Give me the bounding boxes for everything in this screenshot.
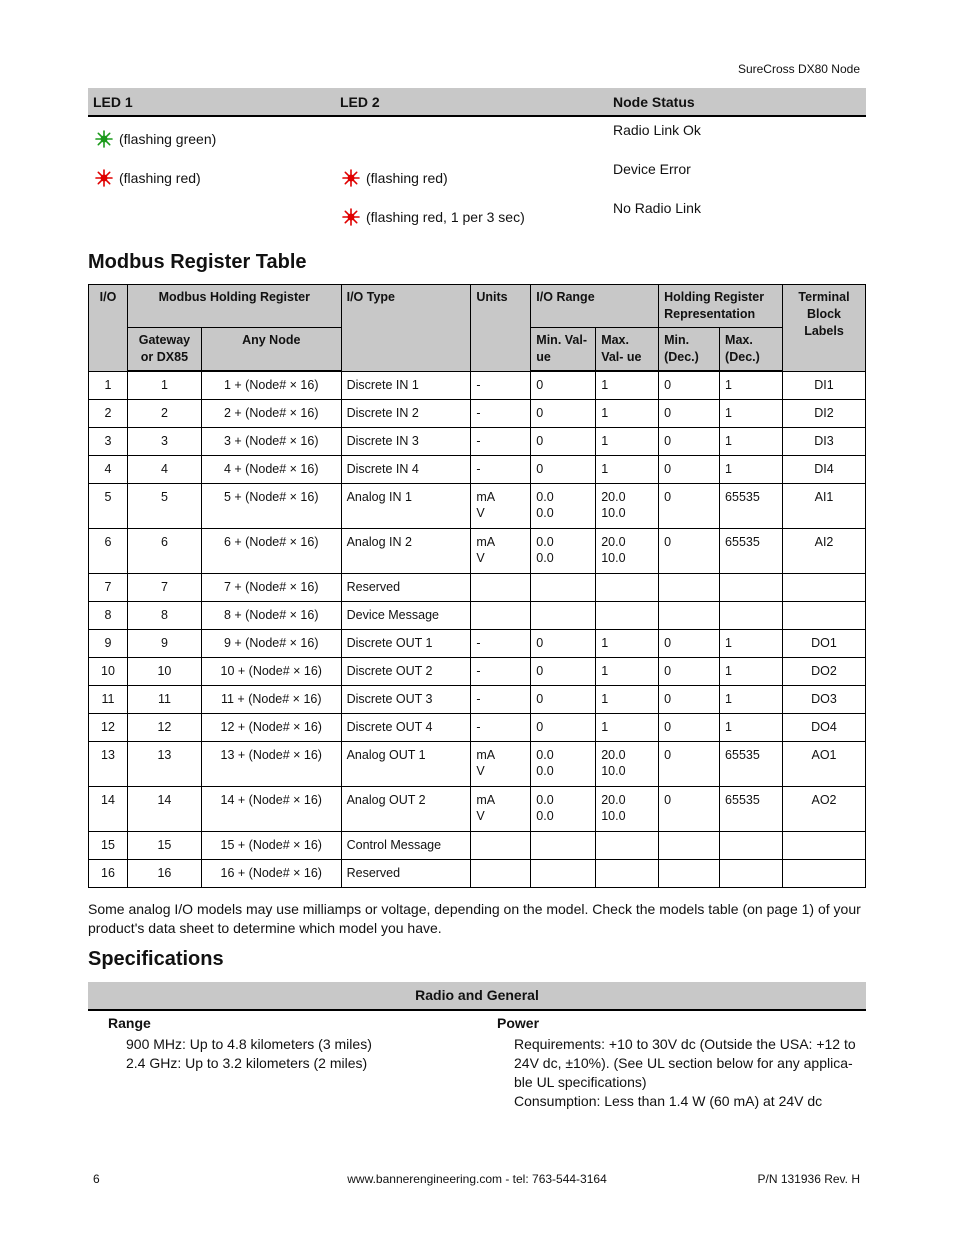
table-cell: 3 + (Node# × 16)	[201, 427, 341, 455]
max-dec-header: Max. (Dec.)	[720, 328, 783, 372]
table-row	[89, 371, 866, 399]
table-cell	[531, 573, 596, 601]
table-cell: 0.0 0.0	[531, 528, 596, 573]
table-cell: DI2	[783, 399, 866, 427]
table-cell: mA V	[471, 528, 531, 573]
io-header: I/O	[89, 285, 128, 372]
radio-general-header: Radio and General	[88, 982, 866, 1011]
table-cell: Discrete OUT 1	[341, 629, 471, 657]
io-range-header: I/O Range	[531, 285, 659, 328]
table-cell: 0	[659, 371, 720, 399]
table-cell: 0	[659, 786, 720, 831]
table-cell: mA V	[471, 786, 531, 831]
range-title: Range	[108, 1015, 151, 1031]
max-value-header: Max. Val- ue	[596, 328, 659, 372]
table-cell: -	[471, 713, 531, 741]
led-row-3-status: No Radio Link	[613, 200, 701, 216]
table-cell: AO2	[783, 786, 866, 831]
table-cell: Discrete IN 3	[341, 427, 471, 455]
table-cell: 1 + (Node# × 16)	[201, 371, 341, 399]
table-cell: 20.0 10.0	[596, 741, 659, 786]
power-line: 24V dc, ±10%). (See UL section below for any applica-	[514, 1055, 853, 1071]
table-cell: 14	[127, 786, 201, 831]
table-row	[89, 483, 866, 528]
analog-note: Some analog I/O models may use milliamps or voltage, depending on the model. Check the models table (on page 1) of your product's data sheet to determine which model you have.	[88, 901, 861, 936]
table-cell: Discrete OUT 3	[341, 685, 471, 713]
table-cell: Discrete OUT 4	[341, 713, 471, 741]
led2-column-header: LED 2	[340, 94, 380, 110]
green-led-icon	[95, 130, 113, 148]
table-row	[89, 859, 866, 887]
table-cell: DO2	[783, 657, 866, 685]
holding-register-header: Modbus Holding Register	[127, 285, 341, 328]
table-cell: -	[471, 427, 531, 455]
table-cell: 9 + (Node# × 16)	[201, 629, 341, 657]
table-cell: 65535	[720, 528, 783, 573]
table-row	[89, 573, 866, 601]
table-cell: 0	[659, 741, 720, 786]
table-cell	[783, 601, 866, 629]
table-cell: 0	[531, 629, 596, 657]
table-cell: 0	[659, 399, 720, 427]
table-cell: 15 + (Node# × 16)	[201, 831, 341, 859]
table-cell: 0	[659, 528, 720, 573]
table-cell: 0	[659, 427, 720, 455]
io-type-header: I/O Type	[341, 285, 471, 372]
table-row	[89, 831, 866, 859]
table-cell: 0	[531, 685, 596, 713]
table-cell: 1	[89, 371, 128, 399]
table-cell: 0	[531, 455, 596, 483]
table-cell: Discrete OUT 2	[341, 657, 471, 685]
table-cell: 0	[531, 713, 596, 741]
table-cell	[531, 601, 596, 629]
table-row	[89, 741, 866, 786]
table-cell: Discrete IN 2	[341, 399, 471, 427]
document-title: SureCross DX80 Node	[737, 62, 860, 76]
table-cell: 20.0 10.0	[596, 483, 659, 528]
table-cell: DO4	[783, 713, 866, 741]
range-list	[126, 1035, 372, 1073]
table-cell: 1	[596, 685, 659, 713]
table-row	[89, 427, 866, 455]
led-row-2-status: Device Error	[613, 161, 691, 177]
led1-column-header: LED 1	[93, 94, 133, 110]
table-cell	[783, 859, 866, 887]
table-cell: 13 + (Node# × 16)	[201, 741, 341, 786]
table-cell: 7 + (Node# × 16)	[201, 573, 341, 601]
gateway-header: Gateway or DX85	[127, 328, 201, 372]
range-line: 2.4 GHz: Up to 3.2 kilometers (2 miles)	[126, 1055, 368, 1071]
table-cell	[471, 831, 531, 859]
table-cell: Discrete IN 4	[341, 455, 471, 483]
table-cell: 16	[127, 859, 201, 887]
table-cell: 1	[720, 427, 783, 455]
table-cell: mA V	[471, 741, 531, 786]
table-cell: 1	[720, 685, 783, 713]
power-list	[514, 1035, 856, 1111]
table-cell: 1	[596, 371, 659, 399]
table-cell: 8	[89, 601, 128, 629]
table-cell: 14	[89, 786, 128, 831]
table-cell	[596, 859, 659, 887]
min-dec-header: Min. (Dec.)	[659, 328, 720, 372]
table-cell: 0	[531, 657, 596, 685]
table-cell: AI1	[783, 483, 866, 528]
table-cell: 0	[531, 399, 596, 427]
table-row	[89, 455, 866, 483]
table-cell	[471, 601, 531, 629]
table-cell: 1	[596, 455, 659, 483]
table-cell: 12	[89, 713, 128, 741]
table-cell: 1	[720, 455, 783, 483]
table-cell: 0.0 0.0	[531, 741, 596, 786]
power-line: Requirements: +10 to 30V dc (Outside the USA: +12 to	[514, 1036, 856, 1052]
table-cell: 1	[720, 713, 783, 741]
table-cell: 4 + (Node# × 16)	[201, 455, 341, 483]
table-cell: 5	[127, 483, 201, 528]
table-cell: 9	[89, 629, 128, 657]
footer-contact: www.bannerengineering.com - tel: 763-544-3164	[347, 1172, 607, 1186]
table-cell	[531, 831, 596, 859]
table-cell	[596, 831, 659, 859]
table-row	[89, 528, 866, 573]
range-line: 900 MHz: Up to 4.8 kilometers (3 miles)	[126, 1036, 372, 1052]
table-cell: 16	[89, 859, 128, 887]
modbus-table-body	[89, 371, 866, 887]
table-cell	[596, 573, 659, 601]
table-cell	[471, 859, 531, 887]
table-cell: Discrete IN 1	[341, 371, 471, 399]
table-cell: 0	[531, 371, 596, 399]
table-cell: 1	[596, 427, 659, 455]
table-row	[89, 657, 866, 685]
table-cell	[659, 831, 720, 859]
modbus-register-table	[88, 284, 866, 888]
table-cell: 11	[89, 685, 128, 713]
table-cell: 3	[89, 427, 128, 455]
table-cell	[531, 859, 596, 887]
table-cell	[720, 573, 783, 601]
table-cell: Analog OUT 2	[341, 786, 471, 831]
table-cell: Device Message	[341, 601, 471, 629]
table-cell: 1	[720, 657, 783, 685]
table-cell: 2 + (Node# × 16)	[201, 399, 341, 427]
table-cell: 20.0 10.0	[596, 786, 659, 831]
table-cell	[659, 601, 720, 629]
table-cell	[783, 573, 866, 601]
table-cell: 1	[596, 629, 659, 657]
table-cell: 7	[127, 573, 201, 601]
led-row-2-led2: (flashing red)	[342, 169, 448, 187]
table-cell: Analog IN 2	[341, 528, 471, 573]
table-cell: mA V	[471, 483, 531, 528]
table-cell: 16 + (Node# × 16)	[201, 859, 341, 887]
table-cell: 10	[89, 657, 128, 685]
table-cell: 65535	[720, 483, 783, 528]
table-cell: 10	[127, 657, 201, 685]
table-cell: 4	[127, 455, 201, 483]
table-cell: 20.0 10.0	[596, 528, 659, 573]
led-row-1-status: Radio Link Ok	[613, 122, 701, 138]
led-row-1-led1: (flashing green)	[95, 130, 216, 148]
table-cell	[659, 859, 720, 887]
table-cell	[471, 573, 531, 601]
table-cell: 1	[596, 399, 659, 427]
table-cell: Reserved	[341, 859, 471, 887]
table-cell: 8 + (Node# × 16)	[201, 601, 341, 629]
red-led-icon	[95, 169, 113, 187]
red-led-icon	[342, 169, 360, 187]
part-number: P/N 131936 Rev. H	[757, 1172, 860, 1186]
table-cell: 0.0 0.0	[531, 483, 596, 528]
table-cell: 0	[531, 427, 596, 455]
table-cell: 4	[89, 455, 128, 483]
table-cell: AO1	[783, 741, 866, 786]
table-cell: 15	[89, 831, 128, 859]
units-header: Units	[471, 285, 531, 372]
table-cell: DI1	[783, 371, 866, 399]
table-cell: 1	[127, 371, 201, 399]
table-cell: 11 + (Node# × 16)	[201, 685, 341, 713]
table-cell: 5	[89, 483, 128, 528]
table-cell: 0.0 0.0	[531, 786, 596, 831]
table-cell: DO1	[783, 629, 866, 657]
table-cell: Analog IN 1	[341, 483, 471, 528]
red-led-icon	[342, 208, 360, 226]
hr-representation-header: Holding Register Representation	[659, 285, 783, 328]
table-cell: 14 + (Node# × 16)	[201, 786, 341, 831]
table-cell: 1	[720, 371, 783, 399]
table-cell: 1	[596, 713, 659, 741]
table-cell: 0	[659, 713, 720, 741]
table-cell: 1	[596, 657, 659, 685]
power-line: ble UL specifications)	[514, 1074, 647, 1090]
table-cell: 6	[89, 528, 128, 573]
table-cell: 6	[127, 528, 201, 573]
any-node-header: Any Node	[201, 328, 341, 372]
node-status-column-header: Node Status	[613, 94, 695, 110]
terminal-labels-header: Terminal Block Labels	[783, 285, 866, 372]
table-row	[89, 601, 866, 629]
table-cell: 15	[127, 831, 201, 859]
table-cell: 7	[89, 573, 128, 601]
table-cell	[720, 859, 783, 887]
table-cell: 0	[659, 685, 720, 713]
table-row	[89, 685, 866, 713]
table-cell: 0	[659, 483, 720, 528]
table-cell: 1	[720, 629, 783, 657]
page-number: 6	[93, 1172, 100, 1186]
table-row	[89, 786, 866, 831]
table-cell: -	[471, 629, 531, 657]
table-cell	[720, 831, 783, 859]
table-cell: 11	[127, 685, 201, 713]
table-cell: -	[471, 455, 531, 483]
table-row	[89, 629, 866, 657]
table-cell: 0	[659, 629, 720, 657]
table-cell: Control Message	[341, 831, 471, 859]
table-cell: 12	[127, 713, 201, 741]
table-cell: 0	[659, 657, 720, 685]
power-line: Consumption: Less than 1.4 W (60 mA) at 24V dc	[514, 1093, 823, 1109]
table-cell: 10 + (Node# × 16)	[201, 657, 341, 685]
led-table-header	[88, 88, 866, 117]
table-row	[89, 399, 866, 427]
table-cell: 0	[659, 455, 720, 483]
table-cell: 5 + (Node# × 16)	[201, 483, 341, 528]
table-cell: 1	[720, 399, 783, 427]
table-cell: Analog OUT 1	[341, 741, 471, 786]
table-cell: 8	[127, 601, 201, 629]
table-cell: -	[471, 685, 531, 713]
table-row	[89, 713, 866, 741]
table-cell: 65535	[720, 786, 783, 831]
table-cell: 9	[127, 629, 201, 657]
table-cell	[659, 573, 720, 601]
specifications-title: Specifications	[88, 948, 224, 970]
table-cell: 12 + (Node# × 16)	[201, 713, 341, 741]
table-cell	[783, 831, 866, 859]
table-cell: 2	[89, 399, 128, 427]
table-cell: -	[471, 657, 531, 685]
table-cell: 2	[127, 399, 201, 427]
led-row-3-led2: (flashing red, 1 per 3 sec)	[342, 208, 525, 226]
table-cell: 6 + (Node# × 16)	[201, 528, 341, 573]
led-row-2-led1: (flashing red)	[95, 169, 201, 187]
power-title: Power	[497, 1015, 540, 1031]
table-cell: 13	[127, 741, 201, 786]
min-value-header: Min. Val- ue	[531, 328, 596, 372]
table-cell: DI3	[783, 427, 866, 455]
table-cell	[596, 601, 659, 629]
table-cell: DI4	[783, 455, 866, 483]
table-cell: -	[471, 399, 531, 427]
table-cell: AI2	[783, 528, 866, 573]
table-cell: 3	[127, 427, 201, 455]
table-cell	[720, 601, 783, 629]
modbus-section-title: Modbus Register Table	[88, 251, 307, 273]
table-cell: DO3	[783, 685, 866, 713]
table-cell: 65535	[720, 741, 783, 786]
table-cell: Reserved	[341, 573, 471, 601]
table-cell: 13	[89, 741, 128, 786]
table-cell: -	[471, 371, 531, 399]
